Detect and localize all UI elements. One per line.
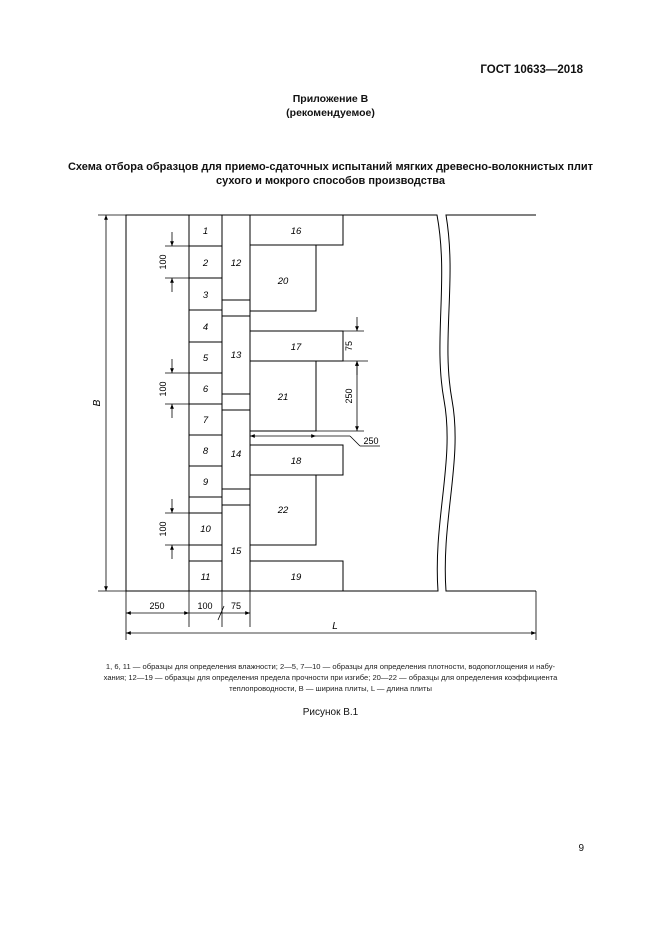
dim-bottom-100: 100: [197, 601, 213, 611]
board-right-part: [445, 215, 536, 591]
sample-label-20: 20: [277, 276, 289, 287]
sample-label-7: 7: [202, 415, 209, 426]
appendix-subtitle: (рекомендуемое): [286, 107, 375, 119]
sample-label-15: 15: [230, 546, 242, 557]
legend-line-1: 1, 6, 11 — образцы для определения влажности; 2—5, 7—10 — образцы для определения плотности, водопоглощения и набу-: [105, 662, 556, 671]
sample-label-13: 13: [230, 350, 242, 361]
figure-caption: Рисунок В.1: [302, 707, 359, 718]
dim-100-a: 100: [158, 254, 168, 270]
sample-label-11: 11: [200, 572, 211, 583]
sample-label-3: 3: [202, 290, 209, 301]
standard-header: ГОСТ 10633—2018: [480, 64, 583, 76]
legend-line-3: теплопроводности, B — ширина плиты, L — длина плиты: [229, 684, 432, 693]
title-line-1: Схема отбора образцов для приемо-сдаточных испытаний мягких древесно-волокнистых плит: [67, 161, 593, 173]
board-outline: [126, 215, 447, 591]
sample-label-14: 14: [230, 449, 242, 460]
dim-bottom-75: 75: [230, 601, 242, 611]
sample-label-18: 18: [290, 456, 302, 467]
sample-label-19: 19: [290, 572, 302, 583]
sample-label-6: 6: [202, 384, 209, 395]
title-line-2: сухого и мокрого способов производства: [216, 175, 445, 187]
sample-label-8: 8: [202, 446, 209, 457]
figure-legend: [60, 661, 601, 694]
sample-label-1: 1: [202, 226, 209, 237]
sample-label-4: 4: [202, 322, 209, 333]
dim-B-label: B: [92, 399, 103, 407]
dim-75-vertical: 75: [344, 340, 354, 352]
sample-label-22: 22: [277, 505, 289, 516]
dim-250-vertical: 250: [344, 388, 354, 404]
sample-label-9: 9: [202, 477, 209, 488]
sample-label-12: 12: [230, 258, 242, 269]
sample-label-21: 21: [277, 392, 289, 403]
sample-label-10: 10: [200, 524, 211, 535]
dim-L-label: L: [332, 621, 338, 632]
sample-label-2: 2: [202, 258, 209, 269]
dimension-lines: [98, 215, 536, 640]
sample-label-16: 16: [290, 226, 302, 237]
dim-bottom-250: 250: [149, 601, 165, 611]
legend-line-2: хания; 12—19 — образцы для определения предела прочности при изгибе; 20—22 — образцы для определения коэффициента: [103, 673, 558, 682]
sample-label-5: 5: [202, 353, 209, 364]
appendix-title: Приложение В: [292, 93, 369, 105]
dim-100-b: 100: [158, 381, 168, 397]
sample-label-17: 17: [290, 342, 302, 353]
column-2-dividers: [222, 300, 250, 505]
dim-250-horizontal: 250: [363, 436, 379, 446]
dim-100-c: 100: [158, 521, 168, 537]
page-number: 9: [578, 843, 584, 854]
